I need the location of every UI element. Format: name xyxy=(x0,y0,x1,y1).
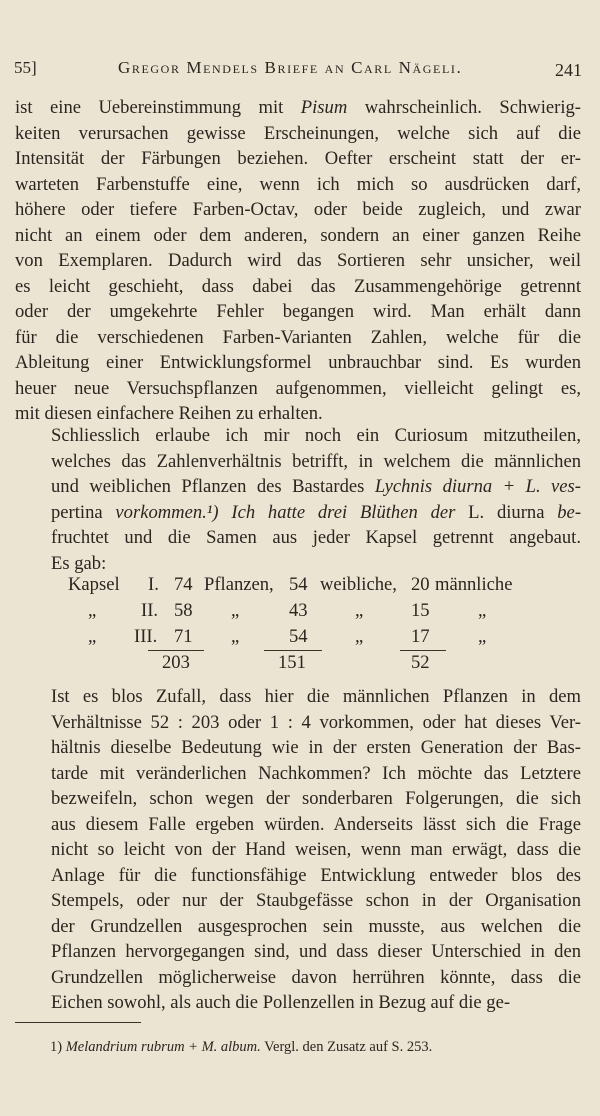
cell-ditto: „ xyxy=(231,600,240,621)
row-number: I. xyxy=(148,574,159,595)
cell-ditto: „ xyxy=(478,626,487,647)
row-number: II. xyxy=(141,600,159,621)
footnote-marker: 1) xyxy=(50,1039,63,1055)
text-line xyxy=(15,146,581,172)
text-line xyxy=(15,939,581,965)
text-segment: L. diurna xyxy=(468,501,545,523)
text-segment: wahrscheinlich. Schwierig- xyxy=(347,97,581,118)
text-segment: der Grundzellen ausgesprochen sein musste, aus welchen die xyxy=(51,915,581,937)
italic-term: vorkommen.¹) Ich hatte drei Blüthen der xyxy=(102,501,469,523)
sum-rule-female xyxy=(264,650,322,651)
cell-ditto: „ xyxy=(355,626,364,647)
text-segment: Schliesslich erlaube ich mir noch ein Curiosum mitzutheilen, xyxy=(51,425,581,446)
text-segment: pertina xyxy=(51,501,103,523)
paragraph-2 xyxy=(15,423,581,576)
text-line xyxy=(15,761,581,787)
text-line xyxy=(15,299,581,325)
text-segment: heuer neue Versuchspflanzen aufgenommen, vielleicht gelingt es, xyxy=(15,377,581,399)
text-line xyxy=(15,990,581,1016)
sum-rule-male xyxy=(400,650,446,651)
cell-male: 15 xyxy=(411,600,430,621)
text-segment: Anlage für die functionsfähige Entwicklung entweder blos des xyxy=(51,864,581,886)
text-segment: und weiblichen Pflanzen des Bastardes xyxy=(51,476,375,497)
text-line xyxy=(15,223,581,249)
text-line xyxy=(15,710,581,736)
text-line xyxy=(15,121,581,147)
paragraph-1 xyxy=(15,95,581,427)
text-line xyxy=(15,965,581,991)
text-line xyxy=(15,888,581,914)
text-segment: Ableitung einer Entwicklungsformel unbrauchbar sind. Es wurden xyxy=(15,352,581,373)
text-segment: Es gab: xyxy=(51,552,107,574)
cell-female: 54 xyxy=(289,574,308,595)
text-line xyxy=(15,786,581,812)
running-title: Gregor Mendels Briefe an Carl Nägeli. xyxy=(118,58,463,77)
footnote-reference: Vergl. den Zusatz auf S. 253. xyxy=(264,1039,433,1055)
italic-term: be- xyxy=(544,501,582,523)
text-segment: für die verschiedenen Farben-Varianten Zahlen, welche für die xyxy=(15,326,581,348)
kapsel-table xyxy=(68,574,513,673)
text-segment: höhere oder tiefere Farben-Octav, oder beide zugleich, und zwar xyxy=(15,199,581,220)
cell-plants-word: Pflanzen, xyxy=(204,574,274,595)
row-number: III. xyxy=(134,626,158,647)
section-number: 55] xyxy=(14,58,37,77)
sum-rule-plants xyxy=(148,650,204,651)
text-line xyxy=(15,449,581,475)
text-segment: Intensität der Färbungen beziehen. Oefter erscheint statt der er- xyxy=(15,148,581,169)
text-segment: oder der umgekehrte Fehler begangen wird. Man erhält dann xyxy=(15,301,581,322)
row-label: „ xyxy=(88,600,97,621)
text-segment: Verhältnisse 52 : 203 oder 1 : 4 vorkommen, oder hat dieses Ver- xyxy=(51,711,581,733)
text-line xyxy=(15,837,581,863)
total-male: 52 xyxy=(411,652,430,673)
cell-plants: 71 xyxy=(174,626,193,647)
text-segment: mit diesen einfachere Reihen zu erhalten. xyxy=(15,403,323,424)
cell-male-word: männliche xyxy=(435,574,513,595)
cell-female: 43 xyxy=(289,600,308,621)
text-line xyxy=(15,863,581,889)
cell-plants: 74 xyxy=(174,574,193,595)
text-line xyxy=(15,197,581,223)
text-line xyxy=(15,525,581,551)
text-segment: warteten Farbenstuffe eine, wenn ich mich so ausdrücken darf, xyxy=(15,173,581,195)
text-segment: von Exemplaren. Dadurch wird das Sortieren sehr unsicher, weil xyxy=(15,250,581,271)
text-line xyxy=(15,376,581,402)
paragraph-3 xyxy=(15,684,581,1016)
text-segment: nicht an einem oder dem anderen, sondern an einer ganzen Reihe xyxy=(15,224,581,246)
cell-female-word: weibliche, xyxy=(320,574,397,595)
cell-ditto: „ xyxy=(478,600,487,621)
text-segment: Eichen sowohl, als auch die Pollenzellen in Bezug auf die ge- xyxy=(51,992,511,1013)
footnote-species: Melandrium rubrum + M. album. xyxy=(65,1039,261,1055)
total-female: 151 xyxy=(278,652,306,673)
footnote xyxy=(50,1039,432,1056)
text-line xyxy=(15,474,581,500)
text-segment: Grundzellen möglicherweise davon herrühren könnte, dass die xyxy=(51,966,581,988)
page-header xyxy=(14,58,582,84)
text-segment: bezweifeln, schon wegen der sonderbaren Folgerungen, die sich xyxy=(51,788,581,809)
text-segment: tarde mit veränderlichen Nachkommen? Ich möchte das Letztere xyxy=(51,762,581,784)
text-line xyxy=(15,500,581,526)
text-segment: fruchtet und die Samen aus jeder Kapsel getrennt angebaut. xyxy=(51,527,581,548)
text-line xyxy=(15,914,581,940)
text-line xyxy=(15,684,581,710)
italic-term: Lychnis diurna + L. ves- xyxy=(374,476,581,497)
text-segment: nicht so leicht von der Hand weisen, wenn man erwägt, dass die xyxy=(51,839,581,860)
cell-ditto: „ xyxy=(355,600,364,621)
text-segment: ist eine Uebereinstimmung mit xyxy=(15,97,301,118)
page-number: 241 xyxy=(555,60,582,80)
text-segment: Ist es blos Zufall, dass hier die männlichen Pflanzen in dem xyxy=(51,686,581,707)
row-label: „ xyxy=(88,626,97,647)
text-segment: Pflanzen hervorgegangen sind, und dass dieser Unterschied in den xyxy=(51,941,581,962)
text-segment: welches das Zahlenverhältnis betrifft, in welchem die männlichen xyxy=(51,450,581,472)
text-segment: keiten verursachen gewisse Erscheinungen, welche sich auf die xyxy=(15,122,581,144)
text-segment: Stempels, oder nur der Staubgefässe schon in der Organisation xyxy=(51,890,581,911)
cell-female: 54 xyxy=(289,626,308,647)
text-line xyxy=(15,325,581,351)
text-segment: es leicht geschieht, dass dabei das Zusammengehörige getrennt xyxy=(15,275,581,297)
italic-term: Pisum xyxy=(300,97,348,118)
cell-male: 20 xyxy=(411,574,430,595)
total-plants: 203 xyxy=(162,652,190,673)
text-line xyxy=(15,172,581,198)
text-line xyxy=(15,812,581,838)
text-segment: hältnis dieselbe Bedeutung wie in der ersten Generation der Bas- xyxy=(51,737,581,758)
text-line xyxy=(15,248,581,274)
cell-male: 17 xyxy=(411,626,430,647)
text-segment: aus diesem Falle ergeben würden. Anderseits lässt sich die Frage xyxy=(51,813,581,835)
cell-ditto: „ xyxy=(231,626,240,647)
text-line xyxy=(15,551,581,577)
cell-plants: 58 xyxy=(174,600,193,621)
text-line xyxy=(15,274,581,300)
text-line xyxy=(15,735,581,761)
text-line xyxy=(15,423,581,449)
text-line xyxy=(15,95,581,121)
footnote-rule xyxy=(15,1022,141,1023)
row-label: Kapsel xyxy=(68,574,120,595)
text-line xyxy=(15,350,581,376)
